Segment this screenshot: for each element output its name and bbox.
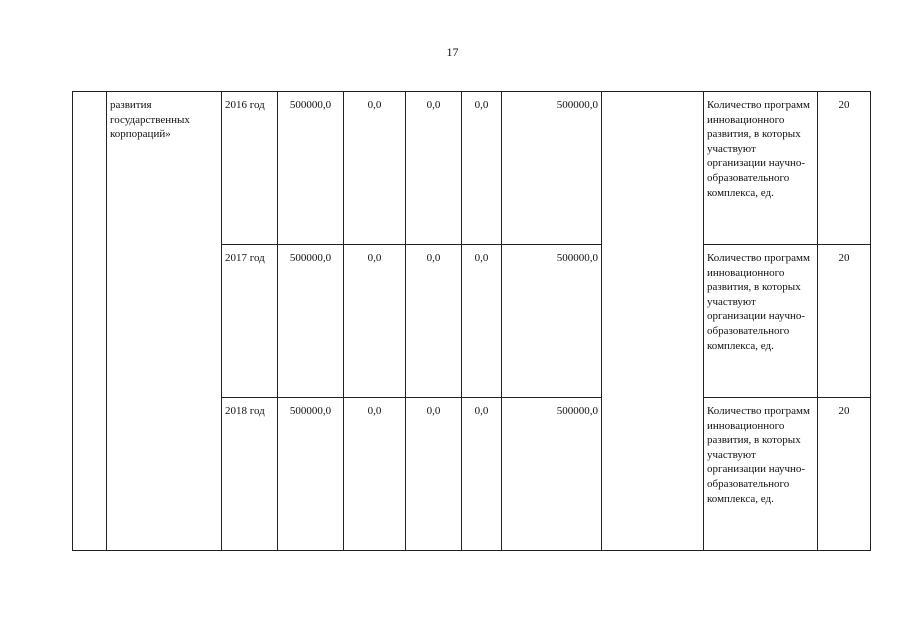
funding-a-cell: 0,0	[344, 245, 406, 398]
funding-b-cell: 0,0	[406, 398, 462, 551]
funding-a-cell: 0,0	[344, 398, 406, 551]
funding-a-cell: 0,0	[344, 92, 406, 245]
budget-table	[72, 91, 871, 551]
funding-b-cell: 0,0	[406, 245, 462, 398]
year-cell: 2016 год	[222, 92, 278, 245]
year-cell: 2017 год	[222, 245, 278, 398]
funding-c-cell: 0,0	[462, 92, 502, 245]
funding-d-cell: 500000,0	[502, 398, 602, 551]
indicator-value-cell: 20	[818, 92, 871, 245]
funding-c-cell: 0,0	[462, 245, 502, 398]
year-cell: 2018 год	[222, 398, 278, 551]
table-row	[73, 92, 871, 245]
funding-d-cell: 500000,0	[502, 245, 602, 398]
indicator-cell: Количество программ инновационного развития, в которых участвуют организации научно-образовательного комплекса, ед.	[704, 92, 818, 245]
indicator-value-cell: 20	[818, 398, 871, 551]
funding-c-cell: 0,0	[462, 398, 502, 551]
row-number-cell	[73, 92, 107, 551]
page-number: 17	[446, 45, 459, 59]
total-cell: 500000,0	[278, 398, 344, 551]
indicator-cell: Количество программ инновационного развития, в которых участвуют организации научно-образовательного комплекса, ед.	[704, 245, 818, 398]
program-name-cell: развития государственных корпораций»	[107, 92, 222, 551]
funding-d-cell: 500000,0	[502, 92, 602, 245]
indicator-cell: Количество программ инновационного развития, в которых участвуют организации научно-образовательного комплекса, ед.	[704, 398, 818, 551]
total-cell: 500000,0	[278, 245, 344, 398]
indicator-value-cell: 20	[818, 245, 871, 398]
empty-merged-cell	[602, 92, 704, 551]
total-cell: 500000,0	[278, 92, 344, 245]
funding-b-cell: 0,0	[406, 92, 462, 245]
